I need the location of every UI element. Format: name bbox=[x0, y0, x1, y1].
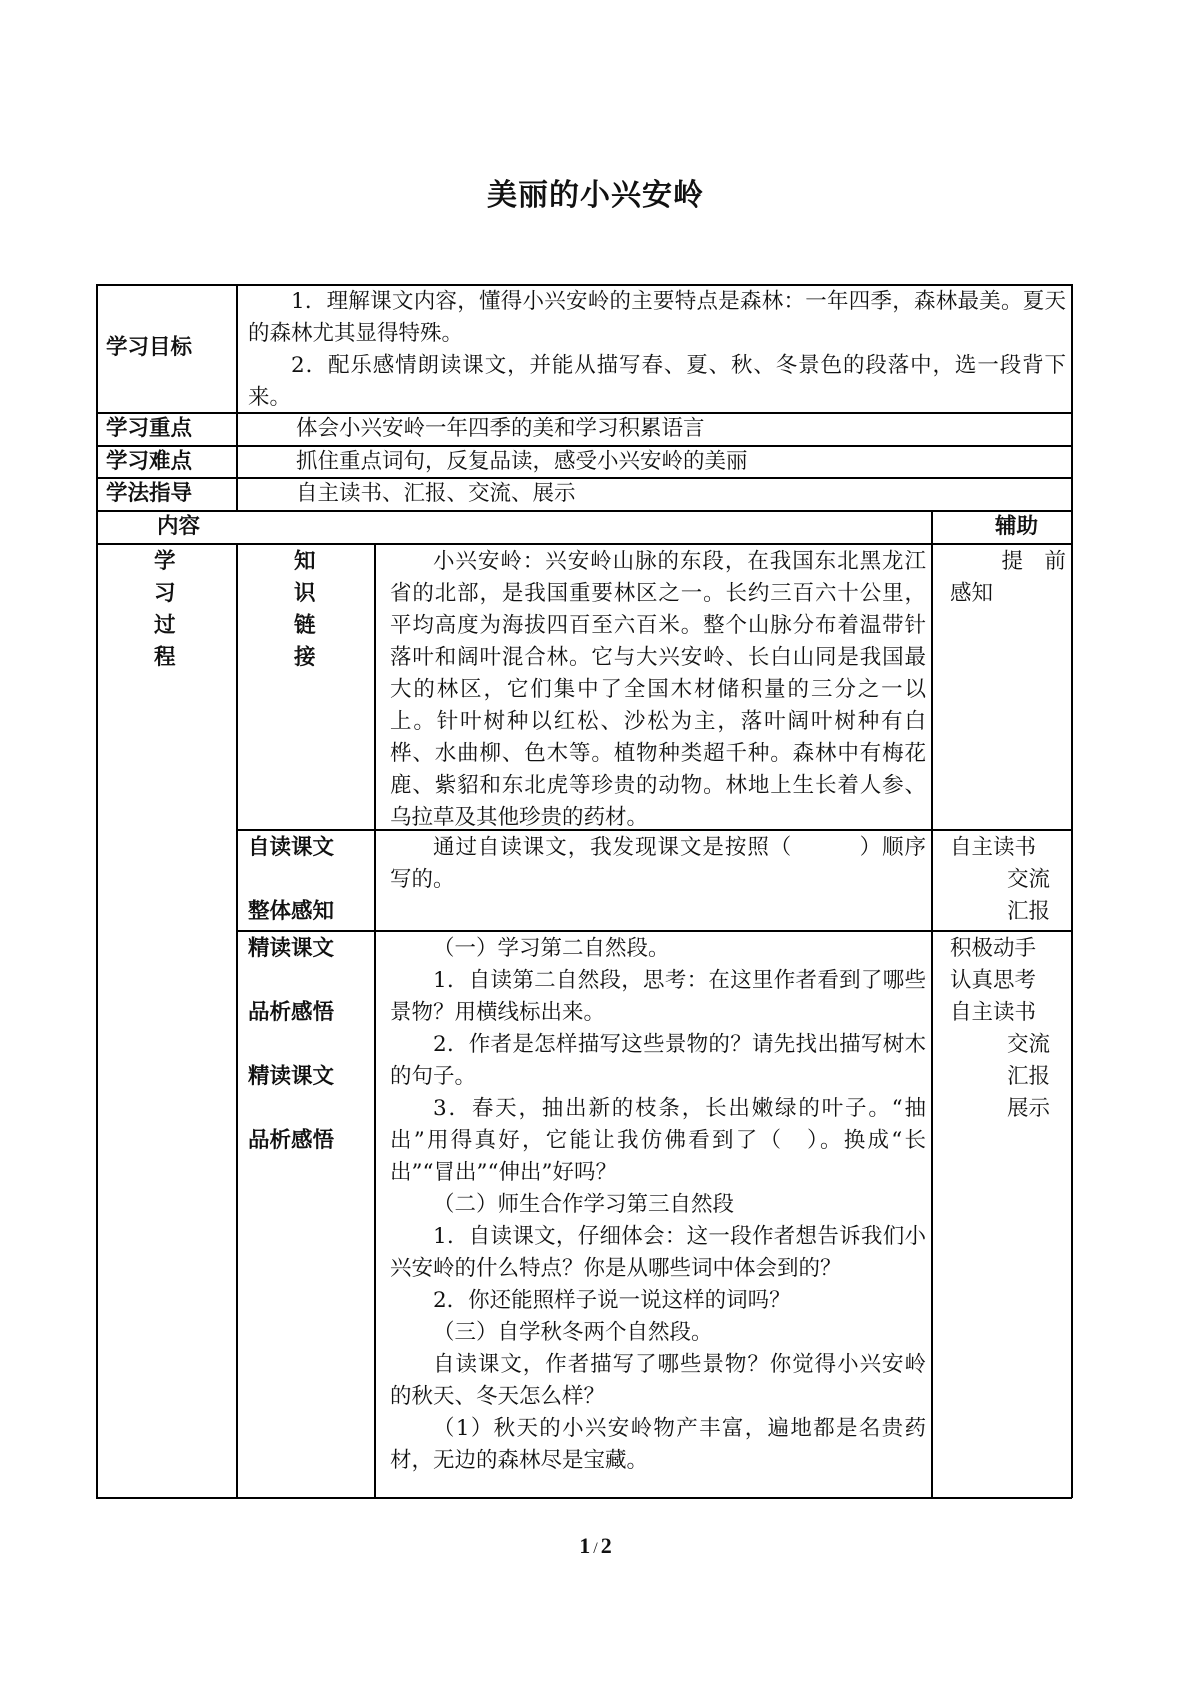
table-border-left bbox=[96, 284, 98, 1498]
objectives-label: 学习目标 bbox=[106, 335, 193, 360]
paragraph: （二）师生合作学习第三自然段 bbox=[433, 1192, 735, 1217]
process-label: 学 习 过 程 bbox=[154, 549, 176, 670]
paragraph: 1．自读课文，仔细体会：这一段作者想告诉我们小兴安岭的什么特点？你是从哪些词中体会到的？ bbox=[390, 1224, 926, 1281]
analysis-label: 品析感悟 bbox=[248, 1000, 335, 1025]
row-divider bbox=[96, 543, 1072, 545]
paragraph: 1．自读第二自然段，思考：在这里作者看到了哪些景物？用横线标出来。 bbox=[390, 968, 926, 1025]
key-points-label: 学习重点 bbox=[106, 416, 193, 441]
objective-item: 1．理解课文内容，懂得小兴安岭的主要特点是森林：一年四季，森林最美。夏天的森林尤其显得特殊。 bbox=[248, 289, 1066, 346]
row-divider bbox=[236, 930, 1072, 932]
key-points-value: 体会小兴安岭一年四季的美和学习积累语言 bbox=[296, 416, 705, 441]
page-number: 1 / 2 bbox=[579, 1533, 612, 1558]
method-value: 自主读书、汇报、交流、展示 bbox=[296, 481, 576, 506]
close-reading-label: 精读课文 bbox=[248, 1064, 335, 1089]
objective-item: 2．配乐感情朗读课文，并能从描写春、夏、秋、冬景色的段落中，选一段背下来。 bbox=[248, 353, 1066, 410]
close-reading-aid: 积极动手 认真思考 自主读书 交流 汇报 展示 bbox=[950, 936, 1050, 1121]
content-header: 内容 bbox=[157, 514, 201, 539]
table-border-bottom bbox=[96, 1497, 1072, 1499]
self-read-label: 自读课文 bbox=[248, 835, 335, 860]
paragraph: 2．你还能照样子说一说这样的词吗？ bbox=[433, 1288, 791, 1313]
close-reading-text bbox=[390, 933, 926, 1477]
paragraph: （一）学习第二自然段。 bbox=[433, 936, 670, 961]
knowledge-link-aid: 提 前 感知 bbox=[950, 549, 1066, 606]
knowledge-link-text: 小兴安岭：兴安岭山脉的东段，在我国东北黑龙江省的北部，是我国重要林区之一。长约三百六十公里，平均高度为海拔四百至六百米。整个山脉分布着温带针落叶和阔叶混合林。它与大兴安岭、长白山同是我国最大的林区，它们集中了全国木材储积量的三分之一以上。针叶树种以红松、沙松为主，落叶阔叶树种有白桦、水曲柳、色木等。植物种类超千种。森林中有梅花鹿、紫貂和东北虎等珍贵的动物。林地上生长着人参、乌拉草及其他珍贵的药材。 bbox=[390, 549, 926, 830]
col-divider bbox=[236, 543, 238, 1498]
close-reading-label: 精读课文 bbox=[248, 936, 335, 961]
aid-header: 辅助 bbox=[995, 514, 1039, 539]
row-divider bbox=[96, 510, 1072, 512]
document-title: 美丽的小兴安岭 bbox=[487, 178, 704, 213]
self-read-text: 通过自读课文，我发现课文是按照（ ）顺序写的。 bbox=[390, 835, 926, 892]
difficulties-label: 学习难点 bbox=[106, 449, 193, 474]
table-border-right bbox=[1071, 284, 1073, 1498]
self-read-aid: 自主读书 交流 汇报 bbox=[950, 835, 1050, 924]
col-divider bbox=[931, 510, 933, 1498]
knowledge-link-label: 知 识 链 接 bbox=[294, 549, 316, 670]
method-label: 学法指导 bbox=[106, 481, 193, 506]
objectives-content bbox=[248, 286, 1066, 414]
col-divider bbox=[374, 543, 376, 1498]
paragraph: 3．春天，抽出新的枝条，长出嫩绿的叶子。“抽出”用得真好，它能让我仿佛看到了（ ）。换成“长出”“冒出”“伸出”好吗？ bbox=[390, 1096, 926, 1185]
overall-perception-label: 整体感知 bbox=[248, 899, 335, 924]
analysis-label: 品析感悟 bbox=[248, 1128, 335, 1153]
paragraph: （1）秋天的小兴安岭物产丰富，遍地都是名贵药材，无边的森林尽是宝藏。 bbox=[390, 1416, 926, 1473]
paragraph: 自读课文，作者描写了哪些景物？你觉得小兴安岭的秋天、冬天怎么样？ bbox=[390, 1352, 926, 1409]
paragraph: （三）自学秋冬两个自然段。 bbox=[433, 1320, 713, 1345]
col-divider bbox=[236, 284, 238, 511]
difficulties-value: 抓住重点词句，反复品读，感受小兴安岭的美丽 bbox=[296, 449, 748, 474]
paragraph: 2．作者是怎样描写这些景物的？请先找出描写树木的句子。 bbox=[390, 1032, 926, 1089]
